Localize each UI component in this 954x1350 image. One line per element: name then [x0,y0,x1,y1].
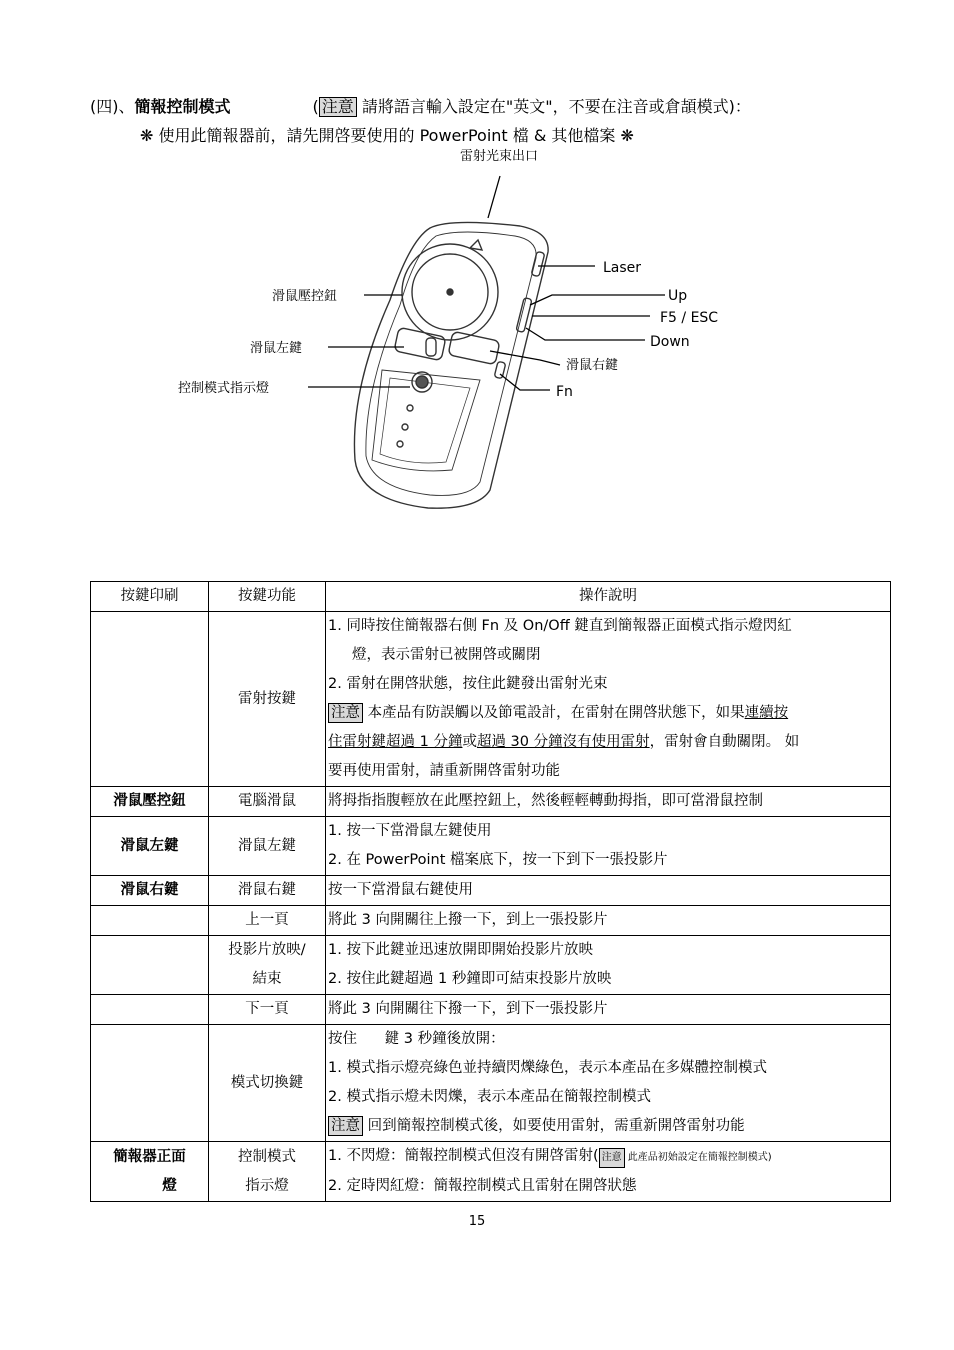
cell-function [209,1142,326,1202]
heading-note-text: 請將語言輸入設定在"英文"，不要在注音或倉頡模式)： [356,97,751,116]
func-line: 指示燈 [245,1177,289,1194]
desc-line: 2. 在 PowerPoint 檔案底下，按一下到下一張投影片 [328,852,668,868]
presenter-diagram [160,140,780,580]
cell-function: 下一頁 [209,995,326,1025]
key-line: 燈 [162,1177,177,1194]
key-line: 簡報器正面 [113,1148,186,1165]
usage-instruction: ❋ 使用此簡報器前，請先開啓要使用的 PowerPoint 檔 & 其他檔案 ❋ [140,126,634,145]
note-underlined: 住雷射鍵超過 1 分鐘 [328,734,463,750]
left-button-shape [394,327,446,360]
cell-function [209,936,326,995]
desc-line: 2. 雷射在開啓狀態，按住此鍵發出雷射光束 [328,676,608,692]
table-row-mode-switch [91,1025,891,1142]
desc-line: 2. 定時閃紅燈：簡報控制模式且雷射在開啓狀態 [328,1178,637,1194]
desc-line: 按住 鍵 3 秒鐘後放開： [328,1031,505,1047]
heading-prefix: (四)、 [90,97,135,116]
desc-line: 2. 按住此鍵超過 1 秒鐘即可結束投影片放映 [328,971,612,987]
cell-description [326,1025,891,1142]
table-row-page-down [91,995,891,1025]
note-text: 回到簡報控制模式後，如要使用雷射，需重新開啓雷射功能 [363,1118,745,1134]
desc-line: 2. 模式指示燈未閃爍，表示本產品在簡報控制模式 [328,1089,651,1105]
label-up: Up [668,288,688,304]
cell-key [91,906,209,936]
cell-key [91,1142,209,1202]
table-row-laser [91,612,891,787]
desc-line: 要再使用雷射，請重新開啓雷射功能 [328,763,560,779]
label-mouse-pad: 滑鼠壓控鈕 [272,289,338,304]
table-row-mouse-left [91,817,891,876]
func-line: 結束 [252,971,282,987]
desc-note-line [328,1112,888,1141]
cell-description [326,612,891,787]
desc-line [328,1142,888,1172]
cell-description [326,936,891,995]
desc-line: 1. 模式指示燈亮綠色並持續閃爍綠色，表示本產品在多媒體控制模式 [328,1060,767,1076]
cell-description: 將此 3 向開關往上撥一下，到上一張投影片 [326,906,891,936]
cell-description: 將此 3 向開關往下撥一下，到下一張投影片 [326,995,891,1025]
func-line: 控制模式 [238,1148,296,1165]
func-line: 投影片放映/ [228,942,306,958]
cell-key: 滑鼠壓控鈕 [91,787,209,817]
cell-key [91,936,209,995]
heading-open-paren: ( [312,97,319,116]
desc-note-line [328,699,888,728]
label-down: Down [650,334,690,350]
note-underlined: 連續按 [744,705,789,721]
desc-small-text: 此產品初始設定在簡報控制模式) [624,1152,772,1163]
cell-description [326,1142,891,1202]
table-row-indicator [91,1142,891,1202]
table-row-slideshow [91,936,891,995]
label-f5-esc: F5 / ESC [660,310,719,326]
cell-key [91,995,209,1025]
note-badge: 注意 [599,1148,625,1168]
right-button-shape [448,331,500,364]
cell-key [91,612,209,787]
note-text: 本產品有防誤觸以及節電設計，在雷射在開啓狀態下，如果 [363,705,745,721]
cell-description [326,817,891,876]
cell-function: 雷射按鍵 [209,612,326,787]
table-header-row [91,582,891,612]
table-row-page-up [91,906,891,936]
label-laser: Laser [603,260,642,276]
device-body [354,222,548,508]
label-mode-indicator: 控制模式指示燈 [178,381,270,396]
note-underlined: 超過 30 分鐘沒有使用雷射 [476,734,650,750]
desc-note-line [328,728,888,757]
cell-function: 滑鼠左鍵 [209,817,326,876]
header-description: 操作說明 [326,582,891,612]
desc-line: 燈，表示雷射已被開啓或關閉 [352,647,541,663]
section-heading [90,94,751,117]
table-row-mouse-right [91,876,891,906]
key-function-table [90,581,891,1202]
cell-function: 上一頁 [209,906,326,936]
header-key-function: 按鍵功能 [209,582,326,612]
desc-line: 1. 同時按住簡報器右側 Fn 及 On/Off 鍵直到簡報器正面模式指示燈閃紅 [328,618,792,634]
desc-line: 1. 按一下當滑鼠左鍵使用 [328,823,492,839]
note-badge: 注意 [319,97,357,117]
desc-line: 1. 按下此鍵並迅速放開即開始投影片放映 [328,942,593,958]
label-mouse-right: 滑鼠右鍵 [566,358,619,373]
cell-key: 滑鼠右鍵 [91,876,209,906]
header-key-print: 按鍵印刷 [91,582,209,612]
note-badge: 注意 [328,703,363,723]
cell-function: 滑鼠右鍵 [209,876,326,906]
cell-key: 滑鼠左鍵 [91,817,209,876]
desc-text: 1. 不閃燈：簡報控制模式但沒有開啓雷射( [328,1148,599,1164]
label-fn: Fn [556,384,573,400]
label-mouse-left: 滑鼠左鍵 [250,341,303,356]
page-number: 15 [468,1214,486,1229]
label-laser-exit: 雷射光束出口 [460,149,539,164]
note-badge: 注意 [328,1116,363,1136]
cell-key [91,1025,209,1142]
note-text: ，雷射會自動關閉。 如 [649,734,800,750]
cell-function: 電腦滑鼠 [209,787,326,817]
cell-function: 模式切換鍵 [209,1025,326,1142]
note-text: 或 [462,734,477,750]
cell-description: 按一下當滑鼠右鍵使用 [326,876,891,906]
heading-title: 簡報控制模式 [134,97,231,116]
cell-description: 將拇指指腹輕放在此壓控鈕上，然後輕輕轉動拇指，即可當滑鼠控制 [326,787,891,817]
table-row-mouse-pad [91,787,891,817]
